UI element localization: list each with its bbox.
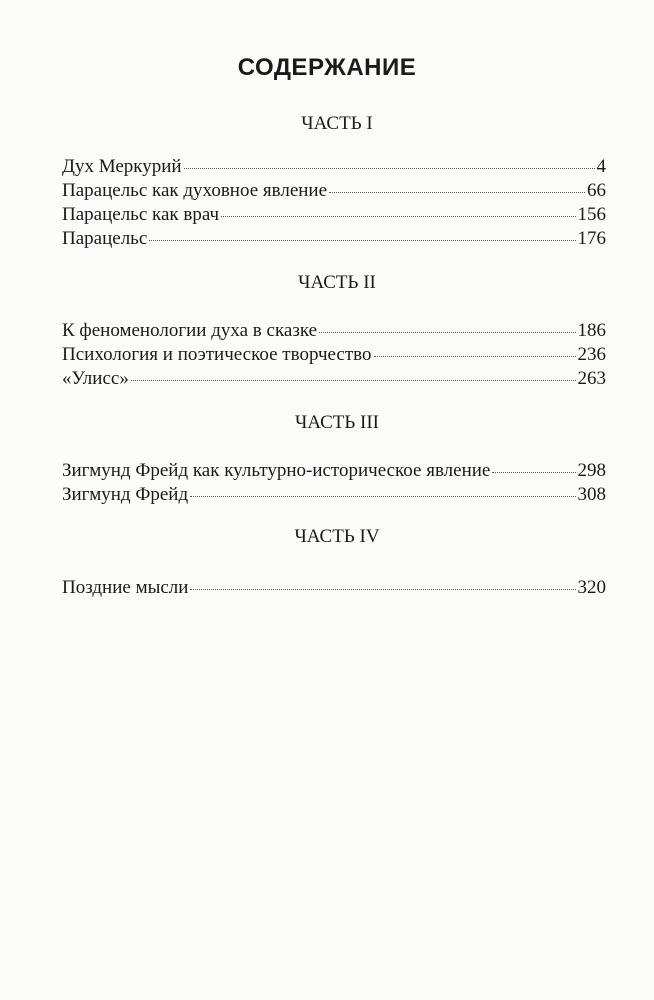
entry-page-number: 4 <box>596 156 606 177</box>
entry-title: Парацельс как духовное явление <box>62 180 328 201</box>
dot-leader <box>190 496 575 497</box>
part-heading-2: ЧАСТЬ II <box>298 272 376 293</box>
dot-leader <box>319 332 575 333</box>
entry-title: Зигмунд Фрейд как культурно-историческое явление <box>62 460 491 481</box>
dot-leader <box>221 216 575 217</box>
entry-title: Поздние мысли <box>62 577 189 598</box>
entry-page-number: 66 <box>587 180 606 201</box>
entry-title: Парацельс как врач <box>62 204 220 225</box>
entry-page-number: 320 <box>577 577 606 598</box>
toc-entry[interactable] <box>62 319 606 343</box>
dot-leader <box>374 356 576 357</box>
toc-entry[interactable] <box>62 155 606 179</box>
dot-leader <box>131 380 576 381</box>
dot-leader <box>184 168 595 169</box>
dot-leader <box>492 472 575 473</box>
entry-page-number: 263 <box>577 368 606 389</box>
toc-entry[interactable] <box>62 203 606 227</box>
entry-title: К феноменологии духа в сказке <box>62 320 318 341</box>
toc-entry[interactable] <box>62 343 606 367</box>
dot-leader <box>329 192 585 193</box>
dot-leader <box>190 589 575 590</box>
part-heading-3: ЧАСТЬ III <box>294 412 380 433</box>
entry-title: Дух Меркурий <box>62 156 182 177</box>
entry-title: Психология и поэтическое творчество <box>62 344 372 365</box>
entry-page-number: 308 <box>577 484 606 505</box>
entry-page-number: 236 <box>577 344 606 365</box>
entry-page-number: 186 <box>577 320 606 341</box>
entry-page-number: 176 <box>577 228 606 249</box>
entry-title: «Улисс» <box>62 368 129 389</box>
toc-entry[interactable] <box>62 179 606 203</box>
entry-page-number: 156 <box>577 204 606 225</box>
toc-entry[interactable] <box>62 367 606 391</box>
entry-title: Парацельс <box>62 228 148 249</box>
toc-entry[interactable] <box>62 576 606 600</box>
toc-entry[interactable] <box>62 227 606 251</box>
entry-page-number: 298 <box>577 460 606 481</box>
toc-entry[interactable] <box>62 459 606 483</box>
page-title: СОДЕРЖАНИЕ <box>237 54 417 81</box>
part-heading-1: ЧАСТЬ I <box>301 113 373 134</box>
dot-leader <box>149 240 575 241</box>
entry-title: Зигмунд Фрейд <box>62 484 189 505</box>
toc-entry[interactable] <box>62 483 606 507</box>
part-heading-4: ЧАСТЬ IV <box>294 526 380 547</box>
